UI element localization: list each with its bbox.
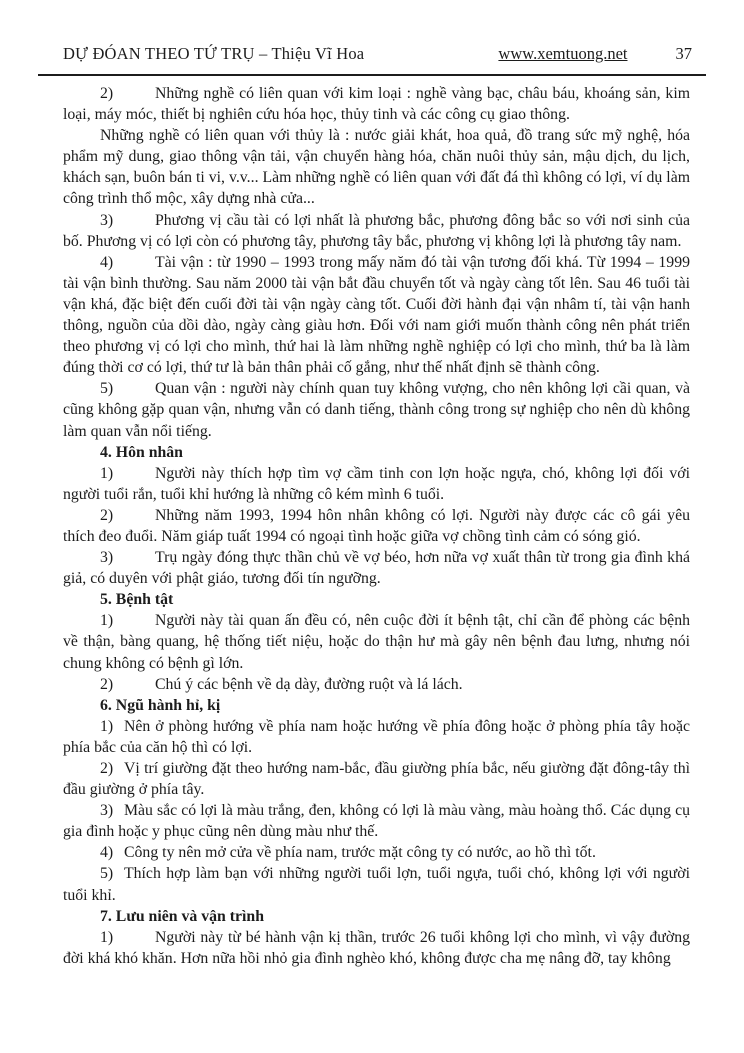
item-number: 5) (100, 865, 114, 883)
paragraph (63, 210, 690, 252)
section-heading (63, 589, 690, 610)
item-number: 2) (100, 675, 114, 693)
paragraph-text: 5. Bệnh tật (100, 591, 174, 609)
paragraph-text: Vị trí giường đặt theo hướng nam-bắc, đầu giường phía bắc, nếu giường đặt đông-tây thì đầu giường ở phía tây. (63, 760, 690, 799)
paragraph (63, 83, 690, 125)
paragraph (63, 800, 690, 842)
section-heading (63, 442, 690, 463)
item-number: 3) (100, 802, 114, 820)
paragraph (63, 842, 690, 863)
page-header (63, 44, 692, 64)
paragraph-text: Những nghề có liên quan với kim loại : nghề vàng bạc, châu báu, khoáng sản, kim loại, máy móc, thiết bị nghiên cứu hóa học, thủy tinh và các công cụ giao thông. (63, 85, 690, 124)
item-number: 3) (100, 211, 114, 229)
paragraph-text: Người này từ bé hành vận kị thần, trước 26 tuổi không lợi cho mình, vì vậy đường đời khá khó khăn. Hơn nữa hồi nhỏ gia đình nghèo khó, không được cha mẹ nâng đỡ, tay không (63, 928, 690, 967)
paragraph-text: Phương vị cầu tài có lợi nhất là phương bắc, phương đông bắc so với nơi sinh của bố. Phương vị có lợi còn có phương tây, phương tây bắc, phương vị không lợi là phương tây nam. (63, 211, 690, 250)
paragraph-text: 6. Ngũ hành hỉ, kị (100, 696, 221, 714)
item-number: 1) (100, 464, 114, 482)
paragraph-text: Người này thích hợp tìm vợ cầm tinh con lợn hoặc ngựa, chó, không lợi đối với người tuổi rắn, tuổi khỉ hướng là những cô kém mình 6 tuổi. (63, 464, 690, 503)
item-number: 2) (100, 506, 114, 524)
item-number: 5) (100, 380, 114, 398)
item-number: 1) (100, 928, 114, 946)
item-number: 3) (100, 549, 114, 567)
paragraph-text: Những năm 1993, 1994 hôn nhân không có lợi. Người này được các cô gái yêu thích đeo đuổi. Năm giáp tuất 1994 có ngoại tình hoặc giữa vợ chồng tình cảm có sóng gió. (63, 506, 690, 545)
paragraph-text: 7. Lưu niên và vận trình (100, 907, 264, 925)
item-number: 2) (100, 85, 114, 102)
paragraph-text: Nên ở phòng hướng về phía nam hoặc hướng về phía đông hoặc ở phòng phía tây hoặc phía bắc của căn hộ thì có lợi. (63, 717, 690, 756)
book-title: DỰ ĐÓAN THEO TỨ TRỤ – Thiệu Vĩ Hoa (63, 44, 365, 63)
paragraph (63, 610, 690, 673)
paragraph-text: Màu sắc có lợi là màu trắng, đen, không có lợi là màu vàng, màu hoàng thổ. Các dụng cụ gia đình hoặc y phục cũng nên dùng màu như thế. (63, 802, 690, 841)
page-body (63, 83, 690, 969)
item-number: 2) (100, 760, 114, 777)
paragraph (63, 674, 463, 695)
paragraph-text: Công ty nên mở cửa về phía nam, trước mặt công ty có nước, ao hồ thì tốt. (124, 844, 596, 862)
section-heading (63, 906, 690, 927)
page-number: 37 (675, 44, 692, 63)
paragraph (63, 378, 690, 441)
paragraph-text: Tài vận : từ 1990 – 1993 trong mấy năm đó tài vận tương đối khá. Từ 1994 – 1999 tài vận bình thường. Sau năm 2000 tài vận bắt đầu chuyển tốt và ngày càng tốt lên. Sau 46 tuổi tài vận khá, đặc biệt đến cuối đời tài vận ngày càng tốt. Cuối đời hành đại vận nhâm tí, tài vận hanh thông, nguồn của dồi dào, ngày càng giàu hơn. Đối với nam giới muốn thành công nên phát triển theo phương vị có lợi cho mình, thứ hai là làm những nghề nghiệp có lợi cho mình, thứ ba là làm đúng thời cơ có lợi, thứ tư là bản thân phải cố gắng, như thế nhất định sẽ thành công. (63, 253, 690, 377)
paragraph (63, 547, 690, 589)
paragraph-text: Chú ý các bệnh về dạ dày, đường ruột và lá lách. (155, 675, 463, 693)
paragraph (63, 927, 690, 969)
section-heading (63, 695, 690, 716)
paragraph (63, 125, 690, 209)
paragraph-text: Thích hợp làm bạn với những người tuổi lợn, tuổi ngựa, tuổi chó, không lợi với người tuổi khỉ. (63, 865, 690, 904)
paragraph (63, 716, 690, 758)
item-number: 4) (100, 844, 114, 862)
paragraph-text: Người này tài quan ấn đều có, nên cuộc đời ít bệnh tật, chỉ cần để phòng các bệnh về thận, bàng quang, hệ thống tiết niệu, hoặc do thận hư mà gây nên bệnh đau lưng, nhưng nói chung không có bệnh gì lớn. (63, 612, 690, 672)
header-divider (38, 74, 706, 76)
paragraph-text: Những nghề có liên quan với thủy là : nước giải khát, hoa quả, đồ trang sức mỹ nghệ, hóa phẩm mỹ dung, giao thông vận tải, vận chuyển hàng hóa, chăn nuôi thủy sản, mậu dịch, du lịch, khách sạn, buôn bán ti vi, v.v... Làm những nghề có liên quan với đất đá thì không có lợi, ví dụ làm công trình thổ mộc, xây dựng nhà cửa... (63, 127, 690, 208)
item-number: 1) (100, 612, 114, 630)
paragraph (63, 863, 690, 905)
paragraph (63, 252, 690, 379)
paragraph (63, 758, 690, 800)
paragraph-text: Trụ ngày đóng thực thần chủ về vợ béo, hơn nữa vợ xuất thân từ trong gia đình khá giả, có duyên với phật giáo, tương đối tín ngưỡng. (63, 549, 690, 588)
item-number: 4) (100, 253, 114, 271)
paragraph (63, 463, 690, 505)
paragraph-text: Quan vận : người này chính quan tuy không vượng, cho nên không lợi cầi quan, và cũng không gặp quan vận, nhưng vẫn có danh tiếng, thành công trong sự nghiệp cho nên dù không làm quan vẫn nổi tiếng. (63, 380, 690, 440)
site-link[interactable]: www.xemtuong.net (498, 44, 628, 63)
paragraph (63, 505, 690, 547)
item-number: 1) (100, 717, 114, 735)
paragraph-text: 4. Hôn nhân (100, 443, 183, 461)
